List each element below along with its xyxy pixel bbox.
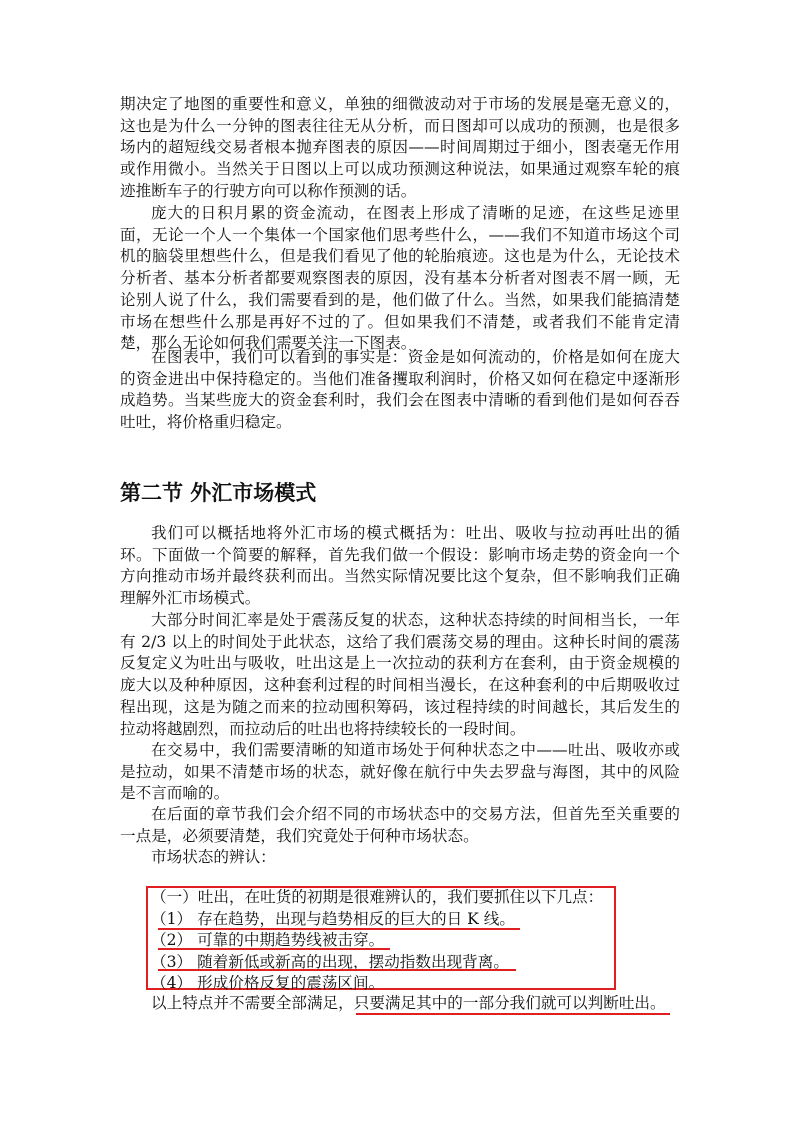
paragraph-oscillation: 大部分时间汇率是处于震荡反复的状态，这种状态持续的时间相当长，一年有 2/3 以上的时间处于此状态，这给了我们震荡交易的理由。这种长时间的震荡反复定义为吐出与吸收，吐出这是上一次拉动的获利方在套利，由于资金规模的庞大以及种种原因，这种套利过程的时间相当漫长，在这种套利的中后期吸收过程出现，这是为随之而来的拉动囤积筹码，该过程持续的时间越长，其后发生的拉动将越剧烈，而拉动后的吐出也将持续较长的一段时间。 <box>120 611 680 738</box>
box-line-point-1: （1） 存在趋势，出现与趋势相反的巨大的日 K 线。 <box>151 910 515 928</box>
paragraph-capital-flow: 庞大的日积月累的资金流动，在图表上形成了清晰的足迹，在这些足迹里面，无论一个人一个集体一个国家他们思考些什么，——我们不知道市场这个司机的脑袋里想些什么，但是我们看见了他的轮胎痕迹。这也是为什么，无论技术分析者、基本分析者都要观察图表的原因，没有基本分析者对图表不屑一顾，无论别人说了什么，我们需要看到的是，他们做了什么。当然，如果我们能搞清楚市场在想些什么那是再好不过的了。但如果我们不清楚，或者我们不能肯定清楚，那么无论如何我们需要关注一下图表。 <box>120 204 680 353</box>
section-heading: 第二节 外汇市场模式 <box>120 481 317 505</box>
paragraph-later-chapters: 在后面的章节我们会介绍不同的市场状态中的交易方法，但首先至关重要的一点是，必须要清楚，我们究竟处于何种市场状态。 <box>120 805 680 845</box>
underline-closing <box>356 1013 670 1015</box>
box-line-point-4: （4） 形成价格反复的震荡区间。 <box>151 974 385 992</box>
box-line-point-2: （2） 可靠的中期趋势线被击穿。 <box>151 931 385 949</box>
paragraph-map-importance: 期决定了地图的重要性和意义，单独的细微波动对于市场的发展是毫无意义的，这也是为什么一分钟的图表往往无从分析，而日图却可以成功的预测，也是很多场内的超短线交易者根本抛弃图表的原因——时间周期过于细小，图表毫无作用或作用微小。当然关于日图以上可以成功预测这种说法，如果通过观察车轮的痕迹推断车子的行驶方向可以称作预测的话。 <box>120 95 680 200</box>
paragraph-chart-facts: 在图表中，我们可以看到的事实是：资金是如何流动的，价格是如何在庞大的资金进出中保持稳定的。当他们准备攫取利润时，价格又如何在稳定中逐渐形成趋势。当某些庞大的资金套利时，我们会在图表中清晰的看到他们是如何吞吞吐吐，将价格重归稳定。 <box>120 348 680 432</box>
underline-point-1 <box>158 928 520 930</box>
underline-point-3 <box>158 969 516 971</box>
paragraph-market-state: 在交易中，我们需要清晰的知道市场处于何种状态之中——吐出、吸收亦或是拉动，如果不清楚市场的状态，就好像在航行中失去罗盘与海图，其中的风险是不言而喻的。 <box>120 741 680 803</box>
box-line-point-3: （3） 随着新低或新高的出现，摆动指数出现背离。 <box>151 953 509 971</box>
underline-point-2 <box>158 948 390 950</box>
box-line-distribution: （一）吐出，在吐货的初期是很难辨认的，我们要抓住以下几点： <box>151 888 604 906</box>
status-label: 市场状态的辨认： <box>151 848 276 866</box>
paragraph-market-model: 我们可以概括地将外汇市场的模式概括为：吐出、吸收与拉动再吐出的循环。下面做一个简要的解释，首先我们做一个假设：影响市场走势的资金向一个方向推动市场并最终获利而出。当然实际情况要比这个复杂，但不影响我们正确理解外汇市场模式。 <box>120 524 680 608</box>
closing-line: 以上特点并不需要全部满足，只要满足其中的一部分我们就可以判断吐出。 <box>151 994 666 1012</box>
